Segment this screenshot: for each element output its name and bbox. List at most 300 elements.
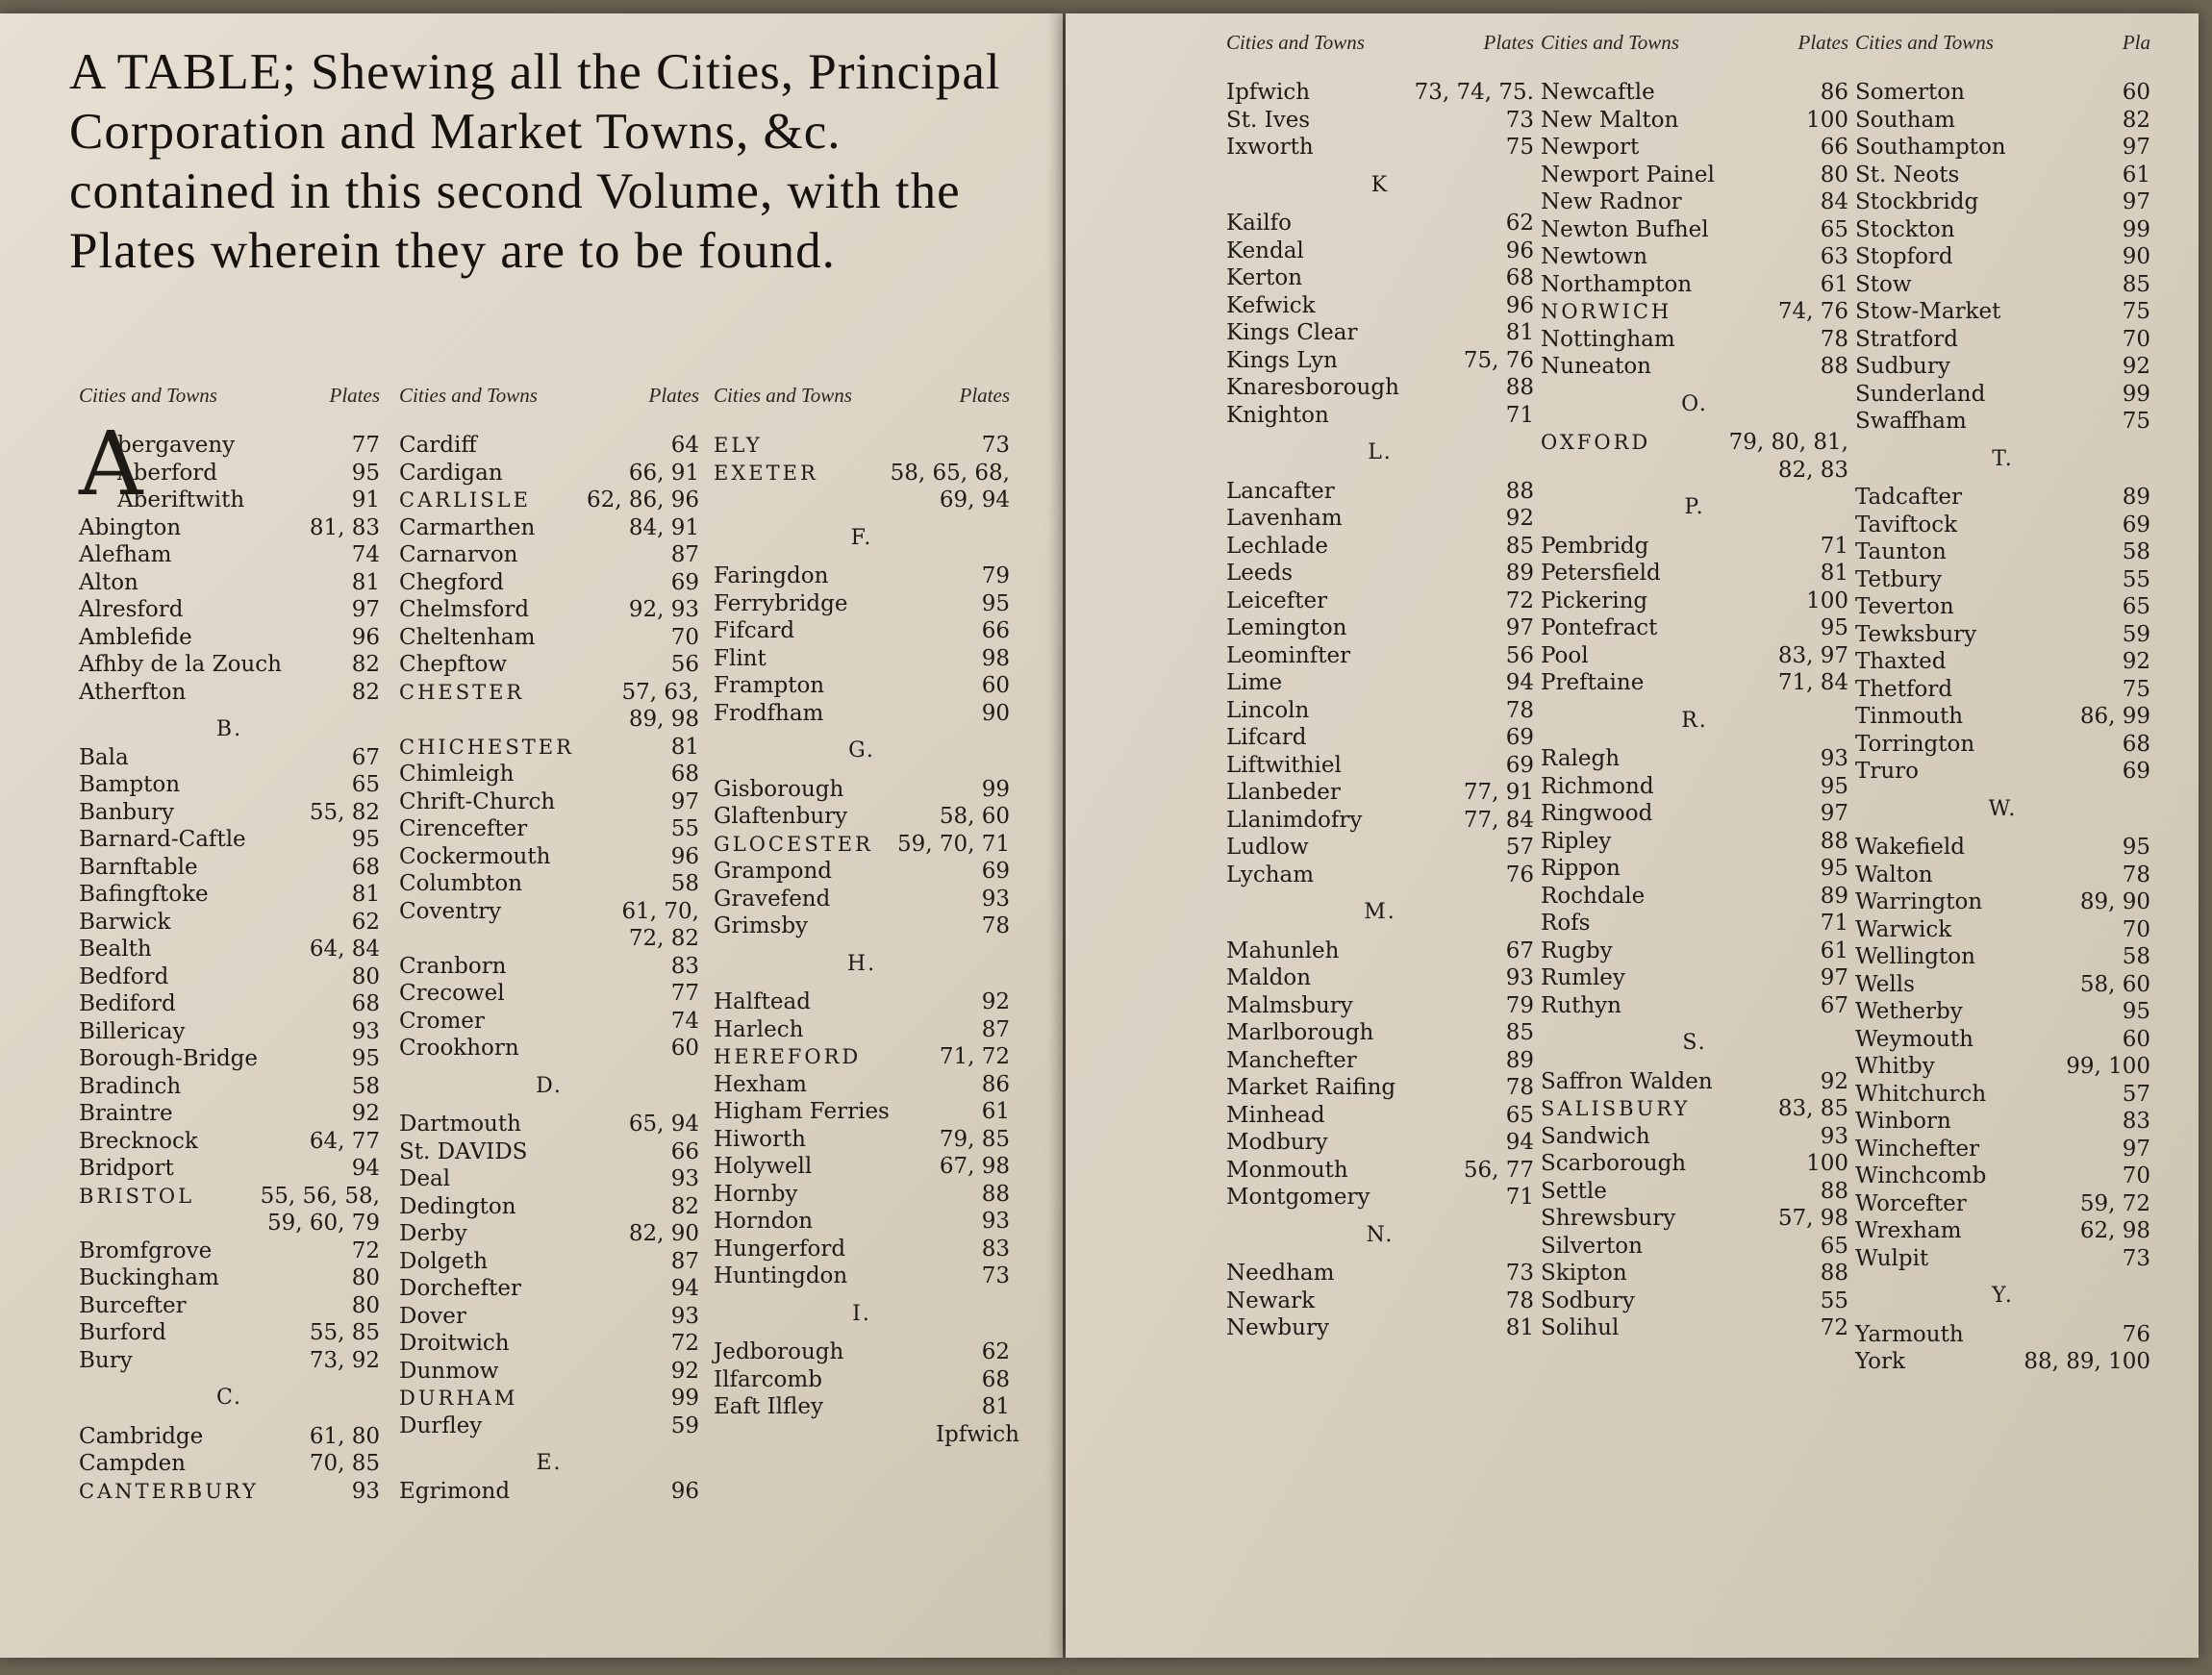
- spacer: [1226, 467, 1534, 478]
- entry-name: Leeds: [1226, 561, 1294, 586]
- index-entry: [1855, 888, 2150, 916]
- entry-plates: 95: [1820, 856, 1848, 881]
- index-entry: [714, 1153, 1010, 1181]
- entry-name: Swaffham: [1855, 409, 1967, 434]
- index-entry: [1855, 381, 2150, 409]
- index-entry: [1541, 271, 1848, 299]
- entry-name: Carnarvon: [399, 542, 518, 567]
- entry-name: Egrimond: [399, 1478, 511, 1504]
- index-entry: [399, 1193, 699, 1221]
- index-entry: [714, 988, 1010, 1016]
- entry-name: Grampond: [714, 859, 832, 884]
- entry-name: Ripley: [1541, 828, 1612, 854]
- entry-name: York: [1855, 1349, 1905, 1374]
- entry-name: Droitwich: [399, 1331, 510, 1356]
- index-entry: [1226, 347, 1534, 375]
- entry-plates: 73: [1505, 107, 1534, 133]
- index-entry: [79, 854, 380, 882]
- entry-plates: 76: [1505, 862, 1534, 888]
- entry-name: Dedington: [399, 1193, 516, 1219]
- spacer: [1541, 1019, 1848, 1030]
- index-entry: [1855, 971, 2150, 999]
- entry-plates: 73: [981, 1263, 1010, 1288]
- index-entry: [1855, 79, 2150, 107]
- entry-plates: 91: [351, 488, 380, 512]
- section-letter-text: I.: [852, 1301, 871, 1326]
- entry-name: Torrington: [1855, 731, 1975, 757]
- spacer: [714, 552, 1010, 562]
- section-letter: [1855, 1283, 2150, 1311]
- index-entry: [79, 799, 380, 827]
- section-letter: [79, 716, 380, 744]
- entry-plates: 95: [1820, 773, 1848, 799]
- section-letter-text: P.: [1684, 495, 1705, 519]
- index-entry: [1541, 1260, 1848, 1288]
- entry-name: Monmouth: [1226, 1157, 1348, 1183]
- index-entry: [1226, 1074, 1534, 1102]
- entry-name: Knighton: [1226, 402, 1329, 428]
- entry-name: Halftead: [714, 989, 811, 1014]
- entry-name: Alefham: [79, 542, 172, 567]
- index-entry: [1855, 834, 2150, 862]
- entry-plates: 95: [351, 460, 380, 486]
- entry-name: Malmsbury: [1226, 992, 1353, 1018]
- entry-continuation: [714, 487, 1010, 514]
- entry-plates: 95: [2122, 999, 2150, 1024]
- entry-name: CHESTER: [399, 680, 525, 704]
- entry-plates: 64, 77: [309, 1128, 380, 1154]
- entry-name: Alresford: [79, 597, 184, 622]
- spacer: [714, 1328, 1010, 1338]
- entry-plates: 80: [351, 1265, 380, 1290]
- section-letter-text: W.: [1988, 796, 2018, 821]
- index-entry: [79, 1238, 380, 1265]
- entry-name: Silverton: [1541, 1233, 1643, 1259]
- index-entry: [1541, 1068, 1848, 1096]
- entry-plates: 81: [1505, 320, 1534, 345]
- spacer: [1855, 786, 2150, 796]
- section-letter: [714, 1301, 1010, 1329]
- entry-name: Truro: [1855, 759, 1919, 784]
- index-entry: [714, 590, 1010, 618]
- entry-name: Bala: [79, 744, 129, 770]
- entry-plates: 97: [670, 788, 699, 814]
- index-entry: [79, 1264, 380, 1292]
- column-header-name: Cities and Towns: [79, 384, 217, 407]
- entry-name: Teverton: [1855, 594, 1954, 619]
- index-entry: [1541, 642, 1848, 670]
- entry-plates: 73: [2122, 1245, 2150, 1271]
- section-letter-text: D.: [536, 1073, 563, 1098]
- entry-plates: 97: [2122, 135, 2150, 160]
- column-header-name: Cities and Towns: [714, 384, 852, 407]
- entry-plates: 80: [351, 963, 380, 989]
- section-letter-text: L.: [1368, 440, 1393, 464]
- index-entry: [1226, 264, 1534, 292]
- entry-plates: 92, 93: [628, 597, 699, 622]
- entry-plates: 58, 60: [2079, 971, 2150, 997]
- entry-plates: 84: [1820, 189, 1848, 214]
- entry-name: Eaft Ilfley: [714, 1394, 823, 1419]
- index-entry: [1541, 773, 1848, 801]
- entry-plates: 62: [351, 909, 380, 935]
- index-entry: [79, 1018, 380, 1046]
- index-entry: [399, 734, 699, 762]
- entry-plates: 79: [981, 563, 1010, 588]
- index-entry: [1855, 1162, 2150, 1190]
- entry-plates: 73: [1505, 1261, 1534, 1286]
- entry-name: HEREFORD: [714, 1045, 862, 1068]
- entry-name: Ipfwich: [1226, 80, 1311, 105]
- index-entry: [1226, 1047, 1534, 1075]
- entry-name: Tetbury: [1855, 566, 1942, 592]
- spacer: [1226, 1212, 1534, 1222]
- section-letter-text: C.: [215, 1386, 243, 1410]
- index-entry: [399, 569, 699, 597]
- index-entry: [1226, 614, 1534, 642]
- index-entry: [79, 936, 380, 963]
- entry-name: Montgomery: [1226, 1185, 1370, 1210]
- entry-plates: 89: [1820, 883, 1848, 909]
- entry-name: Abington: [79, 514, 182, 540]
- entry-plates: 73, 74, 75.: [1414, 80, 1534, 105]
- entry-plates: 83: [2122, 1109, 2150, 1134]
- index-entry: [79, 990, 380, 1018]
- entry-plates: 59: [670, 1412, 699, 1438]
- index-entry: [1226, 79, 1534, 107]
- entry-name: Alton: [79, 569, 138, 595]
- section-letter: [399, 1450, 699, 1478]
- index-entry: [1541, 828, 1848, 856]
- index-entry: [1855, 998, 2150, 1026]
- entry-name: Scarborough: [1541, 1151, 1687, 1176]
- entry-name: Cranborn: [399, 953, 507, 979]
- entry-name: St. Ives: [1226, 107, 1311, 133]
- entry-list: [1541, 79, 1848, 1342]
- index-entry: [399, 1385, 699, 1412]
- section-letter-text: M.: [1364, 900, 1396, 924]
- spacer: [1541, 418, 1848, 429]
- index-entry: [399, 898, 699, 926]
- entry-name: Wetherby: [1855, 999, 1963, 1024]
- index-entry: [1855, 676, 2150, 704]
- entry-name: Settle: [1541, 1178, 1607, 1204]
- entry-plates: 71: [1820, 911, 1848, 936]
- entry-name: GLOCESTER: [714, 832, 873, 856]
- entry-name: Sodbury: [1541, 1288, 1635, 1313]
- entry-plates: 69: [2122, 759, 2150, 784]
- index-entry: [1226, 697, 1534, 725]
- entry-plates: 93: [351, 1478, 380, 1504]
- entry-plates: 82: [670, 1193, 699, 1219]
- entry-plates: 72, 82: [628, 926, 699, 951]
- index-entry: [79, 826, 380, 854]
- entry-name: Frampton: [714, 673, 825, 698]
- entry-name: Bealth: [79, 937, 152, 962]
- entry-plates: 55, 85: [309, 1320, 380, 1345]
- entry-name: Kendal: [1226, 238, 1304, 263]
- entry-plates: 99: [670, 1386, 699, 1411]
- entry-name: Weymouth: [1855, 1026, 1973, 1052]
- index-entry: [1541, 1314, 1848, 1342]
- index-entry: [714, 1366, 1010, 1394]
- entry-name: Newton Bufhel: [1541, 216, 1709, 242]
- entry-name: Bury: [79, 1347, 133, 1373]
- entry-plates: 88: [1820, 1178, 1848, 1204]
- entry-plates: 78: [1505, 1075, 1534, 1100]
- spacer: [399, 1439, 699, 1450]
- index-entry: [714, 912, 1010, 940]
- entry-name: New Radnor: [1541, 189, 1682, 214]
- entry-name: Kings Clear: [1226, 320, 1358, 345]
- entry-plates: 65: [1820, 1233, 1848, 1259]
- entry-name: Lavenham: [1226, 506, 1343, 531]
- index-entry: [1541, 188, 1848, 216]
- index-entry: [714, 1016, 1010, 1044]
- entry-name: CANTERBURY: [79, 1479, 259, 1503]
- entry-plates: 94: [670, 1276, 699, 1301]
- entry-plates: 78: [1820, 326, 1848, 352]
- index-entry: [1855, 1136, 2150, 1163]
- index-entry: [1541, 800, 1848, 828]
- entry-name: Marlborough: [1226, 1020, 1374, 1045]
- entry-plates: 70: [670, 624, 699, 650]
- section-letter-text: T.: [1992, 446, 2014, 471]
- entry-plates: 99: [2122, 381, 2150, 407]
- entry-name: Bafingftoke: [79, 882, 209, 907]
- index-entry: [1541, 964, 1848, 992]
- entry-name: Pickering: [1541, 588, 1648, 613]
- section-letter: [714, 525, 1010, 553]
- entry-plates: 55: [1820, 1288, 1848, 1313]
- entry-plates: 97: [2122, 189, 2150, 214]
- section-letter: [399, 1073, 699, 1101]
- catchword-text: Ipfwich: [935, 1421, 1019, 1447]
- index-entry: [1226, 238, 1534, 265]
- entry-plates: 77: [670, 981, 699, 1006]
- index-entry: [1226, 588, 1534, 615]
- index-entry: [1855, 862, 2150, 889]
- entry-plates: 95: [981, 590, 1010, 616]
- index-entry: [1855, 1053, 2150, 1081]
- entry-plates: 87: [670, 1248, 699, 1274]
- entry-name: Tinmouth: [1855, 704, 1964, 729]
- index-entry: [1226, 779, 1534, 807]
- entry-plates: 65: [2122, 594, 2150, 619]
- index-entry: [399, 460, 699, 488]
- index-entry: [1226, 938, 1534, 965]
- entry-plates: 99: [981, 776, 1010, 802]
- entry-plates: 97: [1820, 801, 1848, 826]
- index-entry: [79, 1450, 380, 1478]
- entry-name: Deal: [399, 1166, 451, 1191]
- entry-plates: 69: [670, 569, 699, 595]
- entry-name: Barnard-Caftle: [79, 827, 246, 852]
- entry-plates: 60: [2122, 80, 2150, 105]
- right-column-2: [1541, 31, 1848, 1492]
- entry-list: [399, 432, 699, 1505]
- index-entry: [714, 886, 1010, 913]
- entry-plates: 97: [351, 597, 380, 622]
- entry-name: Liftwithiel: [1226, 752, 1342, 778]
- section-letter-text: S.: [1682, 1031, 1707, 1055]
- entry-name: Buckingham: [79, 1265, 219, 1290]
- entry-name: Barnftable: [79, 854, 198, 880]
- entry-plates: 77: [351, 433, 380, 458]
- drop-cap-letter: A: [79, 412, 143, 515]
- column-header-plates: Plates: [959, 384, 1010, 407]
- entry-name: Horndon: [714, 1209, 814, 1234]
- index-entry: [1226, 1184, 1534, 1212]
- entry-plates: 89, 98: [628, 707, 699, 732]
- section-letter: [1226, 439, 1534, 467]
- index-entry: [1226, 319, 1534, 347]
- index-entry: [79, 679, 380, 707]
- entry-plates: 77, 91: [1463, 780, 1534, 805]
- entry-plates: 92: [1820, 1068, 1848, 1094]
- index-entry: [399, 514, 699, 542]
- entry-list: [79, 412, 380, 1505]
- entry-plates: 90: [981, 700, 1010, 726]
- entry-plates: 59, 60, 79: [266, 1211, 380, 1236]
- entry-plates: 61: [1820, 938, 1848, 963]
- entry-name: Wulpit: [1855, 1245, 1929, 1271]
- entry-plates: 62, 98: [2079, 1218, 2150, 1243]
- entry-plates: 97: [1820, 965, 1848, 990]
- index-entry: [714, 432, 1010, 460]
- section-letter-text: B.: [215, 717, 243, 741]
- left-column-1: [79, 384, 380, 1605]
- index-entry: [79, 1128, 380, 1156]
- entry-name: St. Neots: [1855, 162, 1960, 188]
- index-entry: [714, 858, 1010, 886]
- entry-plates: 62: [1505, 211, 1534, 236]
- entry-name: Southam: [1855, 107, 1955, 133]
- entry-name: Sudbury: [1855, 354, 1950, 379]
- spacer: [714, 1290, 1010, 1301]
- entry-plates: 83, 85: [1777, 1096, 1848, 1121]
- entry-name: New Malton: [1541, 107, 1679, 133]
- entry-plates: 87: [981, 1016, 1010, 1042]
- entry-plates: 86, 99: [2079, 704, 2150, 729]
- index-entry: [399, 1478, 699, 1506]
- entry-name: Cromer: [399, 1008, 485, 1034]
- section-letter: [1855, 446, 2150, 474]
- entry-plates: 88: [1820, 828, 1848, 854]
- entry-name: Gravefend: [714, 886, 831, 912]
- entry-name: Kings Lyn: [1226, 347, 1338, 373]
- entry-plates: 71: [1505, 402, 1534, 428]
- column-header-name: Cities and Towns: [399, 384, 538, 407]
- entry-plates: 64, 84: [309, 937, 380, 962]
- entry-plates: 69: [2122, 512, 2150, 538]
- index-entry: [79, 1478, 380, 1506]
- entry-name: Faringdon: [714, 563, 829, 588]
- spacer: [1855, 1311, 2150, 1321]
- index-entry: [79, 771, 380, 799]
- entry-plates: 94: [1505, 670, 1534, 695]
- entry-plates: 89: [2122, 485, 2150, 510]
- entry-plates: 74, 76: [1777, 299, 1848, 324]
- entry-plates: 97: [1505, 615, 1534, 640]
- entry-plates: 95: [2122, 835, 2150, 860]
- index-entry: [79, 514, 380, 542]
- index-entry: [1226, 992, 1534, 1020]
- entry-name: Pontefract: [1541, 615, 1658, 640]
- section-letter: [714, 951, 1010, 979]
- spacer: [1541, 522, 1848, 533]
- index-entry: [1855, 512, 2150, 539]
- entry-name: Dover: [399, 1303, 466, 1329]
- entry-list: [1855, 79, 2150, 1376]
- index-entry: [1541, 216, 1848, 244]
- entry-plates: 63: [1820, 244, 1848, 269]
- entry-plates: 58: [351, 1073, 380, 1099]
- spacer: [79, 1412, 380, 1423]
- entry-plates: 93: [670, 1166, 699, 1191]
- entry-plates: 69: [981, 859, 1010, 884]
- spacer: [1855, 823, 2150, 834]
- index-entry: [714, 562, 1010, 590]
- index-entry: [79, 1073, 380, 1101]
- entry-name: Crecowel: [399, 981, 505, 1006]
- spacer: [1855, 473, 2150, 484]
- index-entry: [714, 1181, 1010, 1209]
- entry-plates: 93: [1505, 965, 1534, 990]
- entry-plates: 81, 83: [309, 514, 380, 540]
- index-entry: [714, 617, 1010, 645]
- entry-name: CARLISLE: [399, 488, 531, 512]
- entry-name: Ludlow: [1226, 835, 1309, 860]
- entry-plates: 72: [351, 1238, 380, 1263]
- index-entry: [399, 651, 699, 679]
- entry-list: [1226, 79, 1534, 1342]
- entry-name: Knaresborough: [1226, 375, 1399, 400]
- spacer: [399, 1100, 699, 1111]
- entry-name: Ixworth: [1226, 135, 1314, 160]
- entry-name: Sunderland: [1855, 381, 1986, 407]
- entry-plates: 78: [981, 913, 1010, 938]
- entry-name: Lancafter: [1226, 478, 1335, 504]
- entry-plates: 96: [670, 1478, 699, 1504]
- entry-name: Durfley: [399, 1412, 483, 1438]
- index-entry: [1855, 1217, 2150, 1245]
- entry-name: Braintre: [79, 1101, 173, 1126]
- entry-plates: 75: [2122, 299, 2150, 324]
- index-entry: [1855, 484, 2150, 512]
- left-page: [0, 13, 1063, 1658]
- entry-plates: 62: [981, 1339, 1010, 1364]
- entry-plates: 99, 100: [2066, 1054, 2150, 1079]
- index-entry: [714, 1236, 1010, 1263]
- index-entry: [79, 1155, 380, 1183]
- entry-name: SALISBURY: [1541, 1097, 1691, 1120]
- entry-name: Winchcomb: [1855, 1163, 1987, 1188]
- index-entry: [1541, 588, 1848, 615]
- spacer: [1855, 1272, 2150, 1283]
- catchword: [714, 1421, 1019, 1449]
- entry-plates: 94: [1505, 1130, 1534, 1155]
- spacer: [1541, 381, 1848, 391]
- entry-plates: 71: [1505, 1185, 1534, 1210]
- entry-plates: 75: [2122, 409, 2150, 434]
- entry-plates: 95: [351, 827, 380, 852]
- index-entry: [399, 624, 699, 652]
- entry-name: Tewksbury: [1855, 621, 1977, 647]
- index-entry: [714, 1098, 1010, 1126]
- entry-plates: 84, 91: [628, 514, 699, 540]
- entry-plates: 92: [670, 1358, 699, 1384]
